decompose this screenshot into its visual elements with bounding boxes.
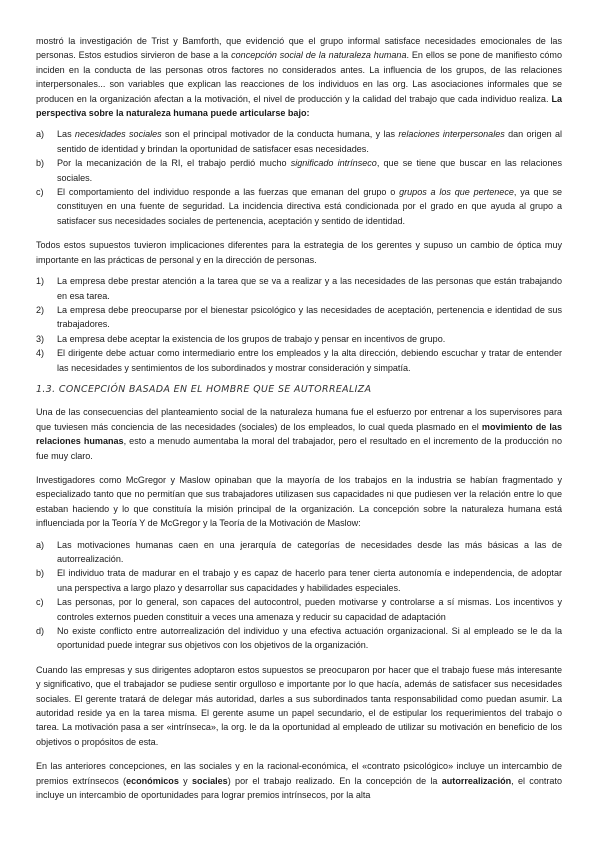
- bold-phrase: La perspectiva sobre la naturaleza humana puede articularse bajo:: [36, 93, 562, 119]
- list-item: [36, 566, 562, 595]
- list-marker: b): [36, 568, 45, 579]
- italic-term: relaciones interpersonales: [398, 129, 505, 140]
- text-run: El comportamiento del individuo responde a las fuerzas que emanan del grupo o: [57, 187, 400, 198]
- italic-term: concepción social de la naturaleza humana: [231, 50, 407, 61]
- list-item-text: Las personas, por lo general, son capaces del autocontrol, pueden motivarse y controlarse a sí mismas. Los incentivos y controles externos pueden constituir a veces una amenaza y reducir su capacidad de adaptación: [57, 597, 562, 622]
- list-self-actualization: [36, 538, 562, 653]
- text-run: Por la mecanización de la RI, el trabajo perdió mucho: [57, 158, 291, 169]
- text-run: mostró la investigación de Trist y Bamforth, que evidenció que el grupo informal satisface necesidades emocionales de las personas. Estos estudios sirvieron de base a la: [36, 36, 562, 61]
- paragraph-intro: [36, 34, 562, 120]
- italic-term: significado intrínseco: [290, 158, 377, 169]
- text-run: y: [178, 775, 192, 786]
- text-run: , ya que se constituyen en una fuente de seguridad. La incidencia directiva está condicionada por el grado en que ayuda al grupo a satisfacer sus necesidades sociales de pertenencia, aceptación y sentido de identidad.: [57, 187, 563, 226]
- paragraph-human-relations: [36, 405, 562, 463]
- paragraph-management-role: Cuando las empresas y sus dirigentes adoptaron estos supuestos se preocuparon por hacer que el trabajo fuese más interesante y significativo, que el trabajador se pudiese sentir orgulloso e importante por lo que hacía, además de satisfacer sus necesidades sociales. El gerente tratará de delegar más autoridad, darles a sus subordinados tanta responsabilidad como puedan asumir. La autoridad reside ya en la tarea misma. El gerente asume un papel secundario, el de estipular los requerimientos del trabajo o tarea. La motivación pasa a ser «intrínseca», la org. le da la oportunidad al empleado de utilizar su motivación en beneficio de los objetivos o propósitos de esta.: [36, 664, 562, 747]
- list-marker: c): [36, 597, 44, 608]
- list-item: [36, 185, 562, 228]
- list-item: [36, 127, 562, 156]
- text-run: , esto a menudo aumentaba la moral del trabajador, pero el resultado en el incremento de la producción no fue muy claro.: [36, 436, 562, 461]
- list-item-text: No existe conflicto entre autorrealización del individuo y una efectiva actuación organizacional. Si al empleado se le da la oportunidad puede integrar sus objetivos con los objetivos de la organización.: [57, 626, 562, 651]
- list-item: [36, 303, 562, 332]
- list-social-perspective: [36, 127, 562, 228]
- list-marker: 4): [36, 348, 45, 359]
- text-run: , el contrato incluye un intercambio de oportunidades para lograr premios intrínsecos, por la alta: [36, 775, 562, 801]
- text-run: En las anteriores concepciones, en las sociales y en la racional-económica, el «contrato psicológico» incluye un intercambio de premios extrínsecos (: [36, 761, 562, 786]
- text-run: dan origen al sentido de identidad y brindan la oportunidad de satisfacer esas necesidades.: [57, 129, 563, 154]
- list-item: [36, 538, 562, 567]
- list-item: [36, 332, 562, 346]
- list-marker: d): [36, 626, 45, 637]
- list-item: [36, 274, 562, 303]
- list-item: [36, 624, 562, 653]
- list-marker: 2): [36, 304, 45, 315]
- list-item: [36, 346, 562, 375]
- bold-phrase: autorrealización: [441, 775, 512, 786]
- text-run: Una de las consecuencias del planteamiento social de la naturaleza humana fue el esfuerzo por entrenar a los supervisores para que tuviesen más conciencia de las necesidades (sociales) de los empleados, lo cual queda plasmado en el: [36, 407, 562, 432]
- list-item: [36, 595, 562, 624]
- bold-phrase: sociales: [192, 775, 228, 786]
- list-item: [36, 156, 562, 185]
- list-item-text: La empresa debe preocuparse por el bienestar psicológico y las necesidades de aceptación, pertenencia e identidad de sus trabajadores.: [57, 304, 562, 330]
- list-company-implications: [36, 274, 562, 375]
- list-item-text: La empresa debe prestar atención a la tarea que se va a realizar y a las necesidades de las personas que están trabajando en esa tarea.: [57, 276, 562, 301]
- list-item-text: El individuo trata de madurar en el trabajo y es capaz de hacerlo para tener cierta autonomía e independencia, de adoptar una perspectiva a largo plazo y desarrollar sus capacidades y habilidades especiales.: [57, 568, 562, 593]
- list-marker: 3): [36, 333, 45, 344]
- text-run: son el principal motivador de la conducta humana, y las: [161, 129, 399, 140]
- text-run: Las: [57, 129, 75, 140]
- italic-term: necesidades sociales: [74, 129, 162, 140]
- bold-phrase: económicos: [126, 775, 179, 786]
- section-heading: 1.3. CONCEPCIÓN BASADA EN EL HOMBRE QUE SE AUTORREALIZA: [36, 383, 372, 395]
- list-marker: a): [36, 129, 45, 140]
- list-item-text: Las motivaciones humanas caen en una jerarquía de categorías de necesidades desde las más básicas a las de autorrealización.: [57, 539, 562, 564]
- paragraph-psychological-contract: [36, 759, 562, 802]
- list-marker: c): [36, 187, 44, 198]
- list-marker: a): [36, 539, 45, 550]
- paragraph-mcgregor-maslow: Investigadores como McGregor y Maslow opinaban que la mayoría de los trabajos en la industria se habían fragmentado y especializado tanto que no permitían que sus trabajadores utilizasen sus capacidades ni que pudiesen ver la relación entre lo que estaban haciendo y lo que constituía la misión principal de la organización. La concepción sobre la naturaleza humana está influenciada por la Teoría Y de McGregor y la Teoría de la Motivación de Maslow:: [36, 474, 562, 529]
- text-run: . En ellos se pone de manifiesto cómo inciden en la conducta de las personas otros factores no considerados antes. La influencia de los grupos, de las relaciones interpersonales... son variables que explican las reacciones de los individuos en las org. Las asociaciones informales que se producen en la organización afectan a la motivación, el nivel de producción y la calidad del trabajo que cada individuo realiza.: [36, 50, 562, 104]
- list-marker: b): [36, 158, 45, 169]
- list-marker: 1): [36, 276, 45, 287]
- bold-phrase: movimiento de las relaciones humanas: [36, 421, 562, 447]
- text-run: , que se tiene que buscar en las relaciones sociales.: [57, 158, 562, 183]
- document-page: [36, 34, 562, 803]
- text-run: ) por el trabajo realizado. En la concepción de la: [227, 775, 442, 786]
- list-item-text: La empresa debe aceptar la existencia de los grupos de trabajo y pensar en incentivos de grupo.: [57, 333, 446, 344]
- italic-term: grupos a los que pertenece: [399, 187, 514, 198]
- list-item-text: El dirigente debe actuar como intermediario entre los empleados y la alta dirección, debiendo escuchar y tratar de entender las necesidades y sentimientos de los subordinados y mostrar consideración y simpatía.: [57, 348, 562, 373]
- paragraph-implications: Todos estos supuestos tuvieron implicaciones diferentes para la estrategia de los gerentes y supuso un cambio de óptica muy importante en las prácticas de personal y en la dirección de personas.: [36, 240, 562, 265]
